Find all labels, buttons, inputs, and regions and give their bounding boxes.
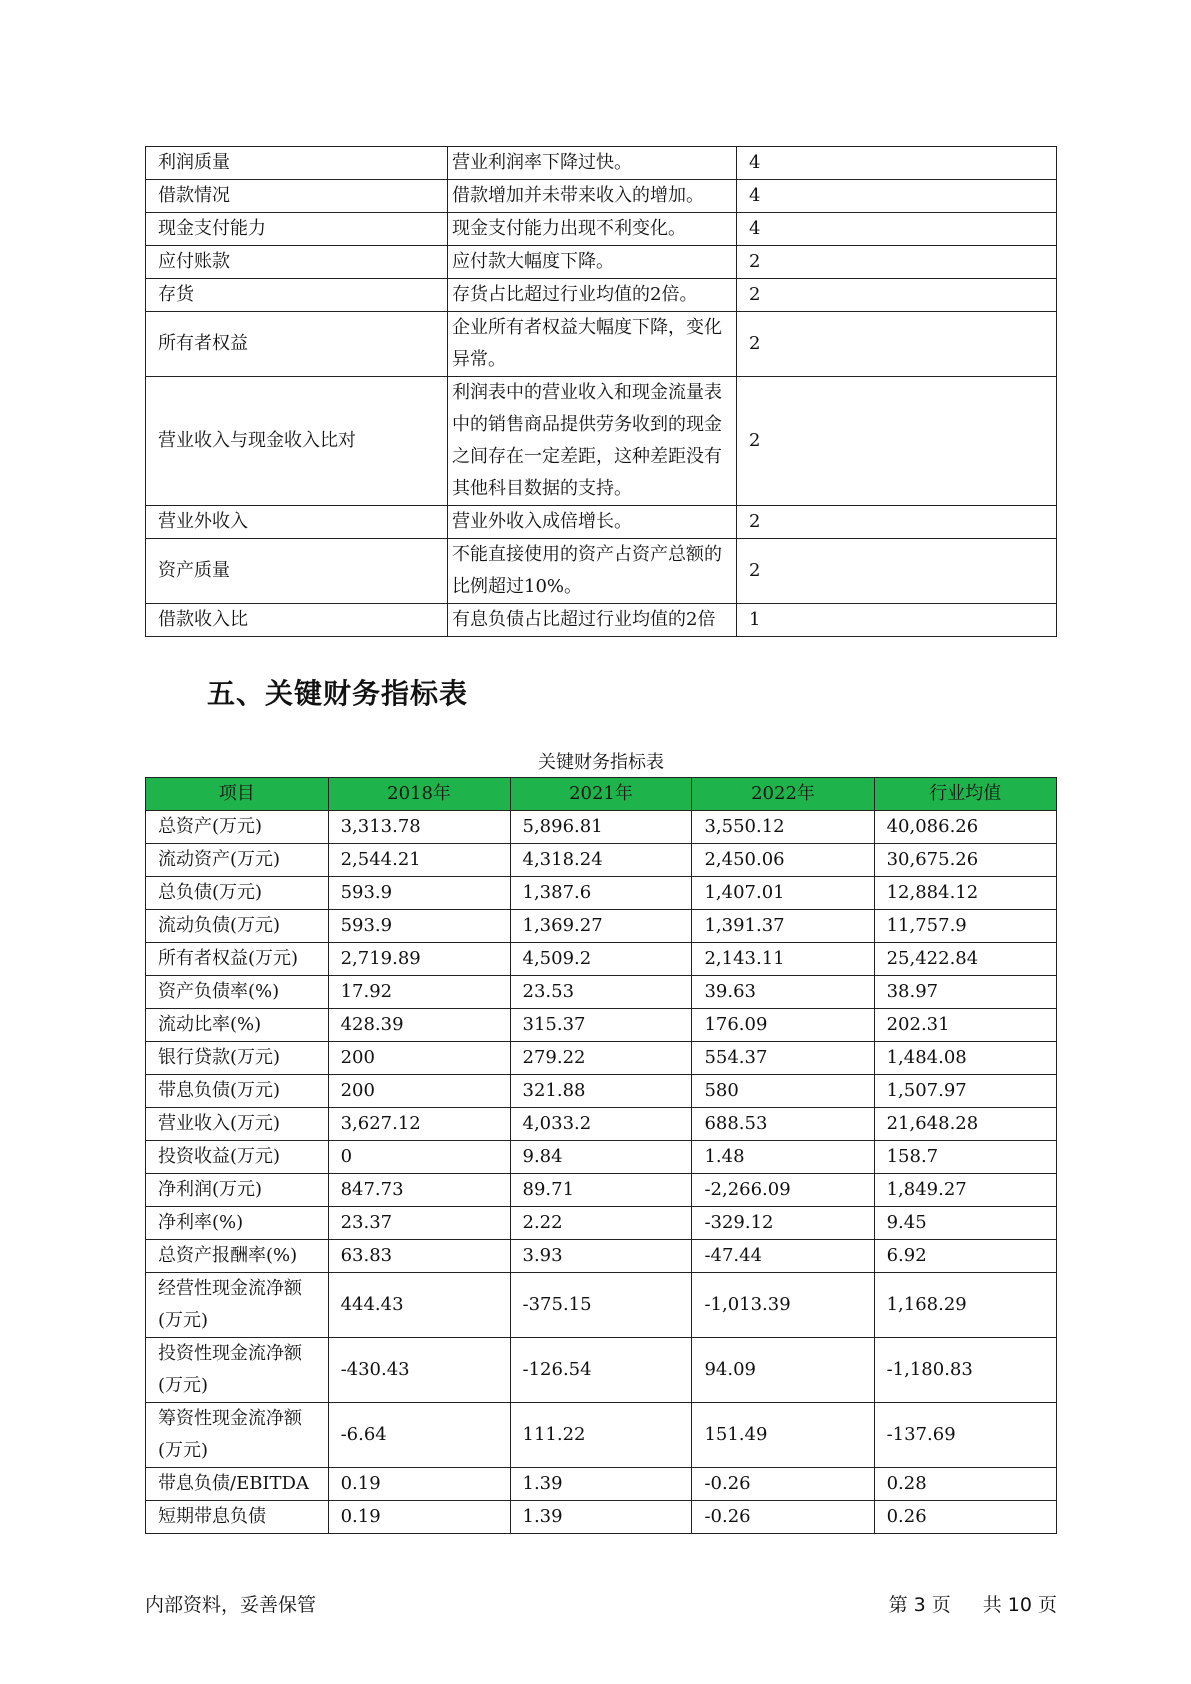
- risk-row: [146, 213, 1057, 246]
- risk-description-cell: 营业利润率下降过快。: [448, 147, 737, 180]
- table-row: [146, 1240, 1057, 1273]
- value-cell: 1.48: [692, 1141, 874, 1174]
- value-cell: 847.73: [328, 1174, 510, 1207]
- value-cell: -2,266.09: [692, 1174, 874, 1207]
- value-cell: 315.37: [510, 1009, 692, 1042]
- risk-row: [146, 279, 1057, 312]
- value-cell: 0: [328, 1141, 510, 1174]
- value-cell: 4,033.2: [510, 1108, 692, 1141]
- column-header: 项目: [146, 778, 329, 811]
- row-label-cell: 银行贷款(万元): [146, 1042, 329, 1075]
- risk-row: [146, 312, 1057, 377]
- row-label-cell: 总负债(万元): [146, 877, 329, 910]
- value-cell: 202.31: [874, 1009, 1056, 1042]
- value-cell: -430.43: [328, 1338, 510, 1403]
- table-row: [146, 943, 1057, 976]
- value-cell: 151.49: [692, 1403, 874, 1468]
- risk-score-cell: 4: [737, 213, 1057, 246]
- value-cell: 9.45: [874, 1207, 1056, 1240]
- value-cell: 2,143.11: [692, 943, 874, 976]
- value-cell: 0.19: [328, 1501, 510, 1534]
- risk-description-cell: 营业外收入成倍增长。: [448, 506, 737, 539]
- value-cell: 321.88: [510, 1075, 692, 1108]
- table-row: [146, 1141, 1057, 1174]
- value-cell: 1,369.27: [510, 910, 692, 943]
- value-cell: 94.09: [692, 1338, 874, 1403]
- value-cell: 2,719.89: [328, 943, 510, 976]
- table-header-row: [146, 778, 1057, 811]
- risk-row: [146, 246, 1057, 279]
- risk-indicator-table: [145, 146, 1057, 637]
- value-cell: 39.63: [692, 976, 874, 1009]
- risk-score-cell: 2: [737, 312, 1057, 377]
- value-cell: 11,757.9: [874, 910, 1056, 943]
- value-cell: 3,550.12: [692, 811, 874, 844]
- value-cell: 6.92: [874, 1240, 1056, 1273]
- value-cell: 2.22: [510, 1207, 692, 1240]
- page-number: 3: [913, 1594, 926, 1616]
- table-row: [146, 1009, 1057, 1042]
- risk-row: [146, 147, 1057, 180]
- value-cell: 158.7: [874, 1141, 1056, 1174]
- row-label-cell: 资产负债率(%): [146, 976, 329, 1009]
- section-heading: 五、关键财务指标表: [207, 677, 469, 710]
- value-cell: 554.37: [692, 1042, 874, 1075]
- risk-item-cell: 营业外收入: [146, 506, 448, 539]
- value-cell: 1,849.27: [874, 1174, 1056, 1207]
- value-cell: 428.39: [328, 1009, 510, 1042]
- value-cell: 580: [692, 1075, 874, 1108]
- row-label-cell: 营业收入(万元): [146, 1108, 329, 1141]
- table-row: [146, 1042, 1057, 1075]
- risk-score-cell: 2: [737, 279, 1057, 312]
- value-cell: 593.9: [328, 910, 510, 943]
- value-cell: 200: [328, 1042, 510, 1075]
- row-label-cell: 筹资性现金流净额(万元): [146, 1403, 329, 1468]
- risk-description-cell: 存货占比超过行业均值的2倍。: [448, 279, 737, 312]
- table-row: [146, 1273, 1057, 1338]
- risk-description-cell: 不能直接使用的资产占资产总额的比例超过10%。: [448, 539, 737, 604]
- value-cell: 30,675.26: [874, 844, 1056, 877]
- column-header: 2021年: [510, 778, 692, 811]
- value-cell: 1,387.6: [510, 877, 692, 910]
- risk-score-cell: 2: [737, 539, 1057, 604]
- value-cell: 1,407.01: [692, 877, 874, 910]
- risk-item-cell: 应付账款: [146, 246, 448, 279]
- risk-item-cell: 存货: [146, 279, 448, 312]
- table-row: [146, 877, 1057, 910]
- value-cell: -126.54: [510, 1338, 692, 1403]
- row-label-cell: 经营性现金流净额(万元): [146, 1273, 329, 1338]
- table-row: [146, 976, 1057, 1009]
- table-row: [146, 844, 1057, 877]
- risk-description-cell: 应付款大幅度下降。: [448, 246, 737, 279]
- table-row: [146, 1075, 1057, 1108]
- value-cell: 688.53: [692, 1108, 874, 1141]
- value-cell: 12,884.12: [874, 877, 1056, 910]
- value-cell: -1,180.83: [874, 1338, 1056, 1403]
- value-cell: 444.43: [328, 1273, 510, 1338]
- risk-score-cell: 1: [737, 604, 1057, 637]
- value-cell: 38.97: [874, 976, 1056, 1009]
- value-cell: 3,313.78: [328, 811, 510, 844]
- table-row: [146, 1338, 1057, 1403]
- row-label-cell: 净利率(%): [146, 1207, 329, 1240]
- footer-page-info: 第 3 页 共 10 页: [888, 1594, 1057, 1616]
- value-cell: 111.22: [510, 1403, 692, 1468]
- row-label-cell: 短期带息负债: [146, 1501, 329, 1534]
- row-label-cell: 投资收益(万元): [146, 1141, 329, 1174]
- value-cell: 21,648.28: [874, 1108, 1056, 1141]
- value-cell: 4,509.2: [510, 943, 692, 976]
- risk-item-cell: 营业收入与现金收入比对: [146, 377, 448, 506]
- risk-score-cell: 2: [737, 506, 1057, 539]
- risk-score-cell: 4: [737, 180, 1057, 213]
- row-label-cell: 带息负债/EBITDA: [146, 1468, 329, 1501]
- row-label-cell: 流动负债(万元): [146, 910, 329, 943]
- table-row: [146, 1501, 1057, 1534]
- table-row: [146, 1468, 1057, 1501]
- row-label-cell: 所有者权益(万元): [146, 943, 329, 976]
- value-cell: 200: [328, 1075, 510, 1108]
- risk-score-cell: 4: [737, 147, 1057, 180]
- table-row: [146, 910, 1057, 943]
- row-label-cell: 净利润(万元): [146, 1174, 329, 1207]
- value-cell: -0.26: [692, 1501, 874, 1534]
- value-cell: 0.28: [874, 1468, 1056, 1501]
- risk-score-cell: 2: [737, 246, 1057, 279]
- value-cell: 593.9: [328, 877, 510, 910]
- risk-description-cell: 有息负债占比超过行业均值的2倍: [448, 604, 737, 637]
- row-label-cell: 带息负债(万元): [146, 1075, 329, 1108]
- value-cell: 40,086.26: [874, 811, 1056, 844]
- value-cell: 23.37: [328, 1207, 510, 1240]
- risk-item-cell: 借款情况: [146, 180, 448, 213]
- value-cell: 3,627.12: [328, 1108, 510, 1141]
- risk-score-cell: 2: [737, 377, 1057, 506]
- table-row: [146, 1403, 1057, 1468]
- value-cell: 17.92: [328, 976, 510, 1009]
- value-cell: 279.22: [510, 1042, 692, 1075]
- value-cell: 63.83: [328, 1240, 510, 1273]
- value-cell: -1,013.39: [692, 1273, 874, 1338]
- value-cell: 5,896.81: [510, 811, 692, 844]
- column-header: 2018年: [328, 778, 510, 811]
- value-cell: 2,544.21: [328, 844, 510, 877]
- risk-description-cell: 利润表中的营业收入和现金流量表中的销售商品提供劳务收到的现金之间存在一定差距，这种差距没有其他科目数据的支持。: [448, 377, 737, 506]
- table-row: [146, 1174, 1057, 1207]
- value-cell: 0.26: [874, 1501, 1056, 1534]
- risk-description-cell: 企业所有者权益大幅度下降，变化异常。: [448, 312, 737, 377]
- value-cell: 89.71: [510, 1174, 692, 1207]
- column-header: 行业均值: [874, 778, 1056, 811]
- risk-row: [146, 180, 1057, 213]
- value-cell: 1,484.08: [874, 1042, 1056, 1075]
- value-cell: -0.26: [692, 1468, 874, 1501]
- value-cell: 1,391.37: [692, 910, 874, 943]
- value-cell: 1,168.29: [874, 1273, 1056, 1338]
- value-cell: -375.15: [510, 1273, 692, 1338]
- value-cell: 4,318.24: [510, 844, 692, 877]
- risk-row: [146, 377, 1057, 506]
- value-cell: 25,422.84: [874, 943, 1056, 976]
- value-cell: 1.39: [510, 1468, 692, 1501]
- footer-confidential-note: 内部资料，妥善保管: [145, 1594, 317, 1616]
- risk-item-cell: 资产质量: [146, 539, 448, 604]
- risk-row: [146, 539, 1057, 604]
- value-cell: -47.44: [692, 1240, 874, 1273]
- table-row: [146, 1108, 1057, 1141]
- value-cell: 176.09: [692, 1009, 874, 1042]
- value-cell: 23.53: [510, 976, 692, 1009]
- column-header: 2022年: [692, 778, 874, 811]
- row-label-cell: 总资产报酬率(%): [146, 1240, 329, 1273]
- row-label-cell: 流动比率(%): [146, 1009, 329, 1042]
- row-label-cell: 流动资产(万元): [146, 844, 329, 877]
- risk-description-cell: 现金支付能力出现不利变化。: [448, 213, 737, 246]
- key-financial-indicators-table: [145, 777, 1057, 1534]
- value-cell: 9.84: [510, 1141, 692, 1174]
- value-cell: -6.64: [328, 1403, 510, 1468]
- risk-item-cell: 所有者权益: [146, 312, 448, 377]
- risk-row: [146, 506, 1057, 539]
- table-caption: 关键财务指标表: [538, 752, 664, 773]
- value-cell: 2,450.06: [692, 844, 874, 877]
- risk-description-cell: 借款增加并未带来收入的增加。: [448, 180, 737, 213]
- row-label-cell: 总资产(万元): [146, 811, 329, 844]
- risk-item-cell: 借款收入比: [146, 604, 448, 637]
- value-cell: 1,507.97: [874, 1075, 1056, 1108]
- value-cell: -137.69: [874, 1403, 1056, 1468]
- total-pages: 10: [1007, 1594, 1032, 1616]
- table-row: [146, 1207, 1057, 1240]
- value-cell: 1.39: [510, 1501, 692, 1534]
- risk-row: [146, 604, 1057, 637]
- risk-item-cell: 利润质量: [146, 147, 448, 180]
- table-row: [146, 811, 1057, 844]
- row-label-cell: 投资性现金流净额(万元): [146, 1338, 329, 1403]
- risk-item-cell: 现金支付能力: [146, 213, 448, 246]
- value-cell: -329.12: [692, 1207, 874, 1240]
- value-cell: 3.93: [510, 1240, 692, 1273]
- value-cell: 0.19: [328, 1468, 510, 1501]
